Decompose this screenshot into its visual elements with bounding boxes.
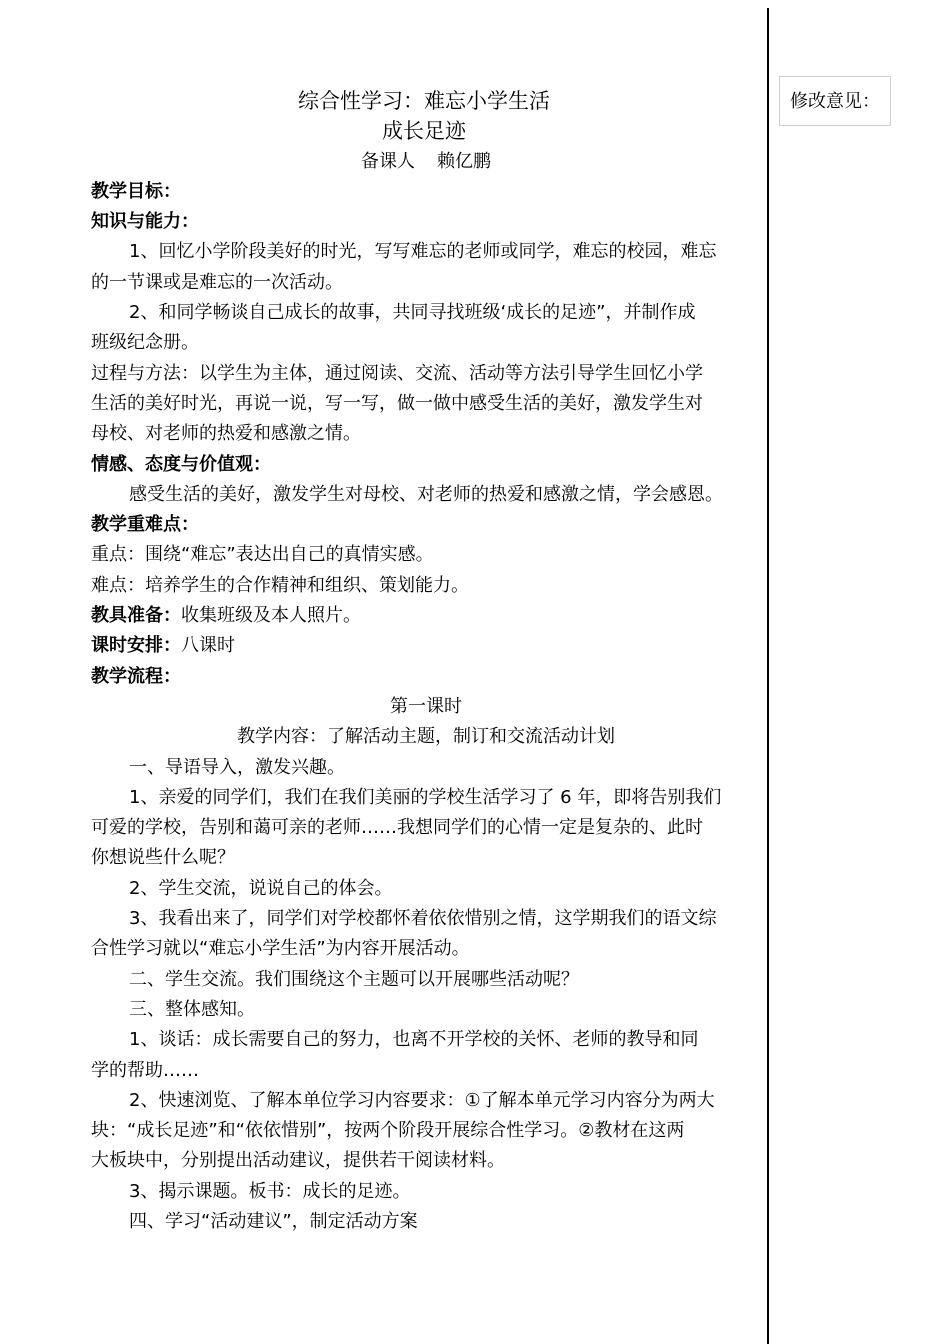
goals-heading: 教学目标： — [91, 180, 181, 202]
keypoints-heading: 教学重难点： — [91, 514, 199, 536]
lesson-content: 教学内容：了解活动主题，制订和交流活动计划 — [237, 726, 615, 748]
knowledge-item-2-line-2: 班级纪念册。 — [91, 332, 199, 354]
lesson-title: 第一课时 — [390, 695, 462, 717]
step-3-1-line-2: 学的帮助…… — [91, 1059, 199, 1081]
knowledge-item-2-line-1: 2、和同学畅谈自己成长的故事，共同寻找班级‘成长的足迹”，并制作成 — [129, 302, 696, 324]
margin-divider-line — [767, 8, 769, 1344]
teaching-aids-line — [91, 601, 761, 631]
step-1-1-line-2: 可爱的学校，告别和蔼可亲的老师……我想同学们的心情一定是复杂的、此时 — [91, 817, 703, 839]
step-4-heading: 四、学习“活动建议”，制定活动方案 — [129, 1210, 418, 1232]
schedule-label: 课时安排： — [91, 635, 181, 657]
step-3-2-line-2: 块：“成长足迹”和“依依惜别”，按两个阶段开展综合性学习。②教材在这两 — [91, 1120, 685, 1142]
teaching-aids-label: 教具准备： — [91, 605, 181, 627]
knowledge-item-1-line-1: 1、回忆小学阶段美好的时光，写写难忘的老师或同学，难忘的校园，难忘 — [129, 241, 717, 263]
step-1-heading: 一、导语导入，激发兴趣。 — [129, 756, 345, 778]
step-3-3: 3、揭示课题。板书：成长的足迹。 — [129, 1180, 411, 1202]
lesson-plan-document — [91, 86, 761, 1237]
step-3-2-line-1: 2、快速浏览、了解本单位学习内容要求：①了解本单元学习内容分为两大 — [129, 1089, 715, 1111]
teaching-aids-value: 收集班级及本人照片。 — [181, 605, 361, 627]
emotion-heading: 情感、态度与价值观： — [91, 453, 271, 475]
step-1-3-line-1: 3、我看出来了，同学们对学校都怀着依依惜别之情，这学期我们的语文综 — [129, 908, 717, 930]
process-method-line-3: 母校、对老师的热爱和感激之情。 — [91, 423, 361, 445]
schedule-line — [91, 631, 761, 661]
author-name: 赖亿鹏 — [437, 150, 491, 172]
step-1-3-line-2: 合性学习就以“难忘小学生活”为内容开展活动。 — [91, 938, 470, 960]
author-label: 备课人 — [361, 150, 415, 172]
emotion-text: 感受生活的美好，激发学生对母校、对老师的热爱和感激之情，学会感恩。 — [129, 483, 723, 505]
process-method-line-1: 过程与方法：以学生为主体，通过阅读、交流、活动等方法引导学生回忆小学 — [91, 362, 703, 384]
step-1-1-line-3: 你想说些什么呢？ — [91, 847, 235, 869]
step-3-2-line-3: 大板块中，分别提出活动建议，提供若干阅读材料。 — [91, 1150, 505, 1172]
step-2-heading: 二、学生交流。我们围绕这个主题可以开展哪些活动呢？ — [129, 968, 579, 990]
knowledge-item-1-line-2: 的一节课或是难忘的一次活动。 — [91, 271, 343, 293]
process-method-line-2: 生活的美好时光，再说一说，写一写，做一做中感受生活的美好，激发学生对 — [91, 392, 703, 414]
step-1-1-line-1: 1、亲爱的同学们，我们在我们美丽的学校生活学习了 6 年，即将告别我们 — [129, 786, 722, 808]
schedule-value: 八课时 — [181, 635, 235, 657]
revision-comments-box — [779, 76, 891, 126]
flow-heading: 教学流程： — [91, 665, 181, 687]
knowledge-heading: 知识与能力： — [91, 211, 199, 233]
document-title: 综合性学习：难忘小学生活 — [298, 89, 550, 113]
step-3-1-line-1: 1、谈话：成长需要自己的努力，也离不开学校的关怀、老师的教导和同 — [129, 1029, 699, 1051]
keypoint-difficulty: 难点：培养学生的合作精神和组织、策划能力。 — [91, 574, 469, 596]
document-subtitle: 成长足迹 — [382, 119, 466, 144]
author-line — [91, 147, 761, 177]
step-3-heading: 三、整体感知。 — [129, 998, 255, 1020]
step-1-2: 2、学生交流，说说自己的体会。 — [129, 877, 393, 899]
keypoint-focus: 重点：围绕“难忘”表达出自己的真情实感。 — [91, 544, 434, 566]
revision-comments-label: 修改意见： — [790, 91, 880, 112]
